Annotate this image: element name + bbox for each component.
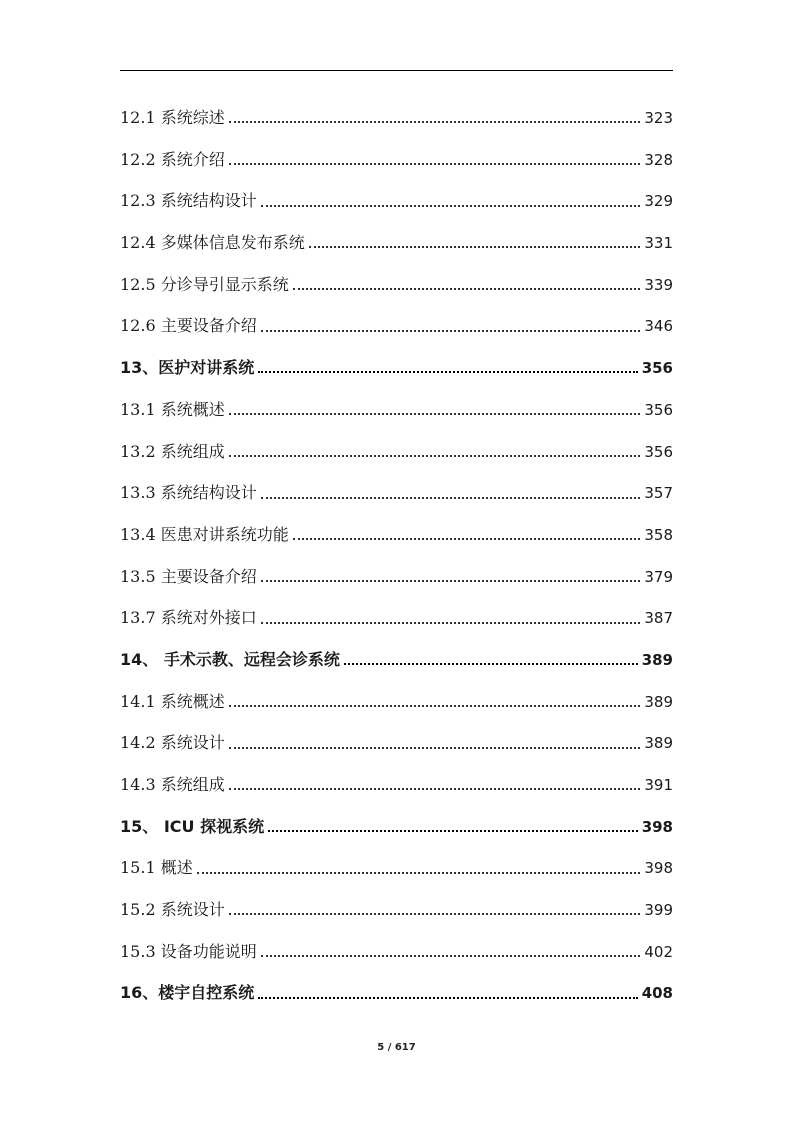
toc-entry-page-number: 329: [644, 192, 673, 211]
toc-entry-label: 15.2 系统设计: [120, 900, 225, 920]
toc-entry-page-number: 323: [644, 109, 673, 127]
toc-dot-leader: [258, 996, 637, 999]
toc-dot-leader: [261, 204, 641, 207]
toc-entry-label: 14.1 系统概述: [120, 691, 225, 711]
toc-section-entry[interactable]: [120, 139, 673, 181]
header-rule: [120, 70, 673, 71]
toc-chapter-entry[interactable]: [120, 806, 673, 848]
toc-entry-label: 12.4 多媒体信息发布系统: [120, 233, 305, 253]
toc-dot-leader: [258, 370, 637, 373]
toc-entry-page-number: 387: [644, 609, 673, 628]
toc-section-entry[interactable]: [120, 180, 673, 222]
toc-entry-label: 14.3 系统组成: [120, 775, 225, 794]
toc-entry-page-number: 346: [644, 317, 673, 336]
toc-entry-label: 15、 ICU 探视系统: [120, 816, 265, 836]
toc-dot-leader: [261, 329, 641, 332]
toc-entry-label: 13.2 系统组成: [120, 441, 225, 461]
toc-entry-label: 15.3 设备功能说明: [120, 941, 257, 961]
toc-section-entry[interactable]: [120, 97, 673, 139]
toc-dot-leader: [229, 162, 641, 165]
toc-section-entry[interactable]: [120, 556, 673, 598]
toc-entry-page-number: 357: [644, 484, 673, 503]
toc-section-entry[interactable]: [120, 305, 673, 347]
toc-dot-leader: [309, 245, 641, 248]
toc-section-entry[interactable]: [120, 931, 673, 973]
toc-entry-page-number: 398: [644, 859, 673, 878]
toc-dot-leader: [268, 829, 638, 832]
toc-entry-page-number: 402: [644, 942, 673, 961]
toc-entry-page-number: 328: [644, 150, 673, 169]
toc-dot-leader: [293, 287, 641, 290]
toc-entry-label: 13.4 医患对讲系统功能: [120, 524, 289, 544]
toc-dot-leader: [229, 120, 641, 123]
toc-entry-label: 12.2 系统介绍: [120, 149, 225, 169]
toc-section-entry[interactable]: [120, 431, 673, 473]
toc-chapter-entry[interactable]: [120, 347, 673, 389]
toc-chapter-entry[interactable]: [120, 972, 673, 1014]
toc-entry-page-number: 389: [641, 650, 673, 669]
page-number: 5 / 617: [377, 1042, 416, 1053]
toc-entry-label: 14、 手术示教、远程会诊系统: [120, 649, 340, 669]
toc-entry-label: 13.5 主要设备介绍: [120, 566, 257, 586]
toc-dot-leader: [229, 412, 641, 415]
toc-entry-page-number: 391: [644, 776, 673, 794]
toc-entry-label: 13、医护对讲系统: [120, 358, 255, 378]
toc-entry-label: 12.3 系统结构设计: [120, 191, 257, 211]
toc-dot-leader: [229, 704, 641, 707]
toc-entry-page-number: 399: [644, 901, 673, 920]
toc-dot-leader: [229, 912, 641, 915]
toc-entry-page-number: 339: [644, 275, 673, 294]
toc-entry-page-number: 408: [641, 984, 673, 1003]
toc-section-entry[interactable]: [120, 889, 673, 931]
toc-entry-page-number: 331: [644, 234, 673, 253]
toc-entry-page-number: 398: [641, 817, 673, 836]
toc-dot-leader: [261, 579, 641, 582]
toc-entry-label: 12.1 系统综述: [120, 108, 225, 127]
toc-dot-leader: [229, 746, 641, 749]
toc-dot-leader: [261, 954, 641, 957]
toc-section-entry[interactable]: [120, 472, 673, 514]
table-of-contents: [120, 97, 673, 1014]
toc-entry-page-number: 356: [644, 442, 673, 461]
toc-entry-label: 12.5 分诊导引显示系统: [120, 274, 289, 294]
toc-entry-label: 12.6 主要设备介绍: [120, 316, 257, 336]
toc-chapter-entry[interactable]: [120, 639, 673, 681]
toc-dot-leader: [261, 621, 641, 624]
toc-entry-page-number: 389: [644, 734, 673, 753]
toc-dot-leader: [344, 662, 638, 665]
toc-entry-label: 14.2 系统设计: [120, 733, 225, 753]
toc-entry-page-number: 389: [644, 692, 673, 711]
toc-section-entry[interactable]: [120, 514, 673, 556]
toc-section-entry[interactable]: [120, 722, 673, 764]
toc-entry-page-number: 356: [644, 400, 673, 419]
toc-dot-leader: [261, 496, 641, 499]
toc-entry-page-number: 356: [641, 359, 673, 378]
toc-section-entry[interactable]: [120, 764, 673, 806]
toc-section-entry[interactable]: [120, 222, 673, 264]
toc-entry-page-number: 358: [644, 525, 673, 544]
toc-dot-leader: [293, 537, 641, 540]
toc-entry-label: 13.3 系统结构设计: [120, 483, 257, 503]
toc-entry-page-number: 379: [644, 567, 673, 586]
toc-entry-label: 13.1 系统概述: [120, 399, 225, 419]
toc-section-entry[interactable]: [120, 389, 673, 431]
toc-section-entry[interactable]: [120, 264, 673, 306]
toc-entry-label: 15.1 概述: [120, 858, 193, 878]
toc-dot-leader: [229, 787, 641, 790]
toc-section-entry[interactable]: [120, 847, 673, 889]
toc-section-entry[interactable]: [120, 681, 673, 723]
toc-dot-leader: [197, 871, 641, 874]
toc-entry-label: 13.7 系统对外接口: [120, 608, 257, 628]
toc-entry-label: 16、楼宇自控系统: [120, 983, 255, 1003]
toc-dot-leader: [229, 454, 641, 457]
toc-section-entry[interactable]: [120, 597, 673, 639]
